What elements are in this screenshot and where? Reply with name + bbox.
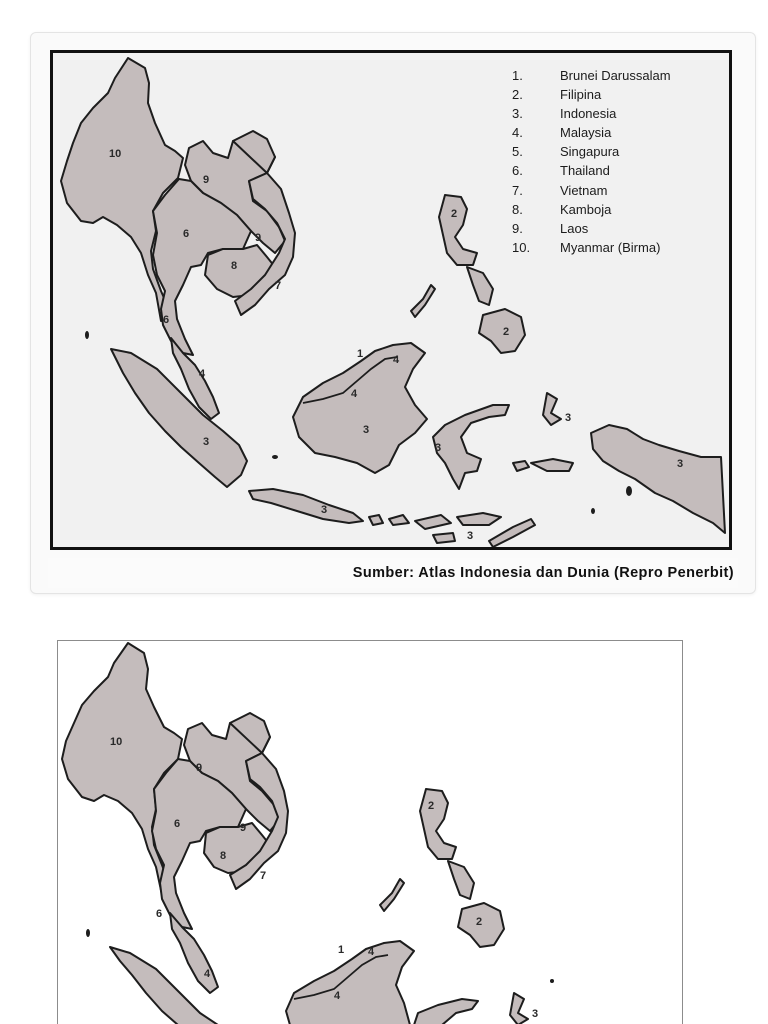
label-thailand: 6 <box>174 818 181 830</box>
label-myanmar: 10 <box>110 736 123 748</box>
label-laos-north: 9 <box>196 762 203 774</box>
label-kalimantan: 3 <box>363 424 370 436</box>
visayas-shape <box>448 861 474 899</box>
sumbawa-shape <box>415 515 451 529</box>
legend-item <box>512 161 671 180</box>
label-mindanao: 2 <box>503 326 510 338</box>
buru-shape <box>513 461 529 471</box>
label-maluku: 3 <box>532 1008 539 1020</box>
legend-item <box>512 142 671 161</box>
small-island-a <box>272 455 278 459</box>
malay-peninsula-shape <box>170 913 218 993</box>
legend-item <box>512 181 671 200</box>
visayas-shape <box>467 267 493 305</box>
timor-shape <box>489 519 535 547</box>
palawan-shape <box>411 285 435 317</box>
legend-country: Singapura <box>560 144 620 160</box>
legend-country: Myanmar (Birma) <box>560 239 661 255</box>
legend-number: 9. <box>512 220 523 236</box>
legend-number: 7. <box>512 182 523 198</box>
label-sabah: 4 <box>393 354 400 366</box>
legend-country: Brunei Darussalam <box>560 68 671 83</box>
sulawesi-partial-shape <box>414 999 478 1024</box>
andaman-island <box>86 929 90 937</box>
legend-number: 2. <box>512 87 523 103</box>
legend-country: Kamboja <box>560 201 612 217</box>
small-island-c <box>591 508 595 514</box>
borneo-shape <box>286 941 414 1024</box>
label-java: 3 <box>321 504 328 516</box>
seram-shape <box>531 459 573 471</box>
label-brunei: 1 <box>357 348 364 360</box>
label-malaysia-peninsula: 4 <box>199 368 206 380</box>
label-vietnam: 7 <box>260 870 267 882</box>
label-mindanao: 2 <box>476 916 483 928</box>
luzon-shape <box>420 789 456 859</box>
halmahera-shape <box>543 393 561 425</box>
map-source-caption: Sumber: Atlas Indonesia dan Dunia (Repro Penerbit) <box>48 558 738 588</box>
sumatra-shape <box>111 349 247 487</box>
label-thailand: 6 <box>183 228 190 240</box>
label-sarawak: 4 <box>351 388 358 400</box>
luzon-shape <box>439 195 477 265</box>
legend-country: Vietnam <box>560 182 608 198</box>
legend-item <box>512 66 671 85</box>
map2-svg <box>58 641 683 1024</box>
lombok-shape <box>389 515 409 525</box>
legend-country: Indonesia <box>560 106 617 122</box>
andaman-island <box>85 331 89 339</box>
flores-shape <box>457 513 501 525</box>
small-island-a <box>550 979 554 983</box>
legend-country: Malaysia <box>560 125 612 141</box>
label-brunei: 1 <box>338 944 345 956</box>
legend-number: 1. <box>512 68 523 83</box>
legend-number: 10. <box>512 239 531 255</box>
label-laos-south: 9 <box>255 232 262 244</box>
sumba-shape <box>433 533 455 543</box>
legend-number: 4. <box>512 125 523 141</box>
label-cambodia: 8 <box>220 850 227 862</box>
label-luzon: 2 <box>428 800 435 812</box>
label-thailand-south: 6 <box>163 314 170 326</box>
label-sulawesi: 3 <box>435 442 442 454</box>
legend-item <box>512 200 671 219</box>
legend-item <box>512 104 671 123</box>
java-shape <box>249 489 363 523</box>
label-malaysia-peninsula: 4 <box>204 968 211 980</box>
legend-item <box>512 238 671 257</box>
label-sabah: 4 <box>368 946 375 958</box>
legend-number: 6. <box>512 163 523 179</box>
label-cambodia: 8 <box>231 260 238 272</box>
legend-country: Laos <box>560 220 589 236</box>
label-thailand-south: 6 <box>156 908 163 920</box>
legend-number: 8. <box>512 201 523 217</box>
label-vietnam: 7 <box>275 280 282 292</box>
sulawesi-shape <box>433 405 509 489</box>
legend-item <box>512 123 671 142</box>
borneo-shape <box>293 343 427 473</box>
label-luzon: 2 <box>451 208 458 220</box>
mindanao-shape <box>479 309 525 353</box>
label-laos-north: 9 <box>203 174 210 186</box>
palawan-shape <box>380 879 404 911</box>
legend-country: Filipina <box>560 87 602 103</box>
label-maluku: 3 <box>565 412 572 424</box>
legend-country: Thailand <box>560 163 610 179</box>
legend-number: 5. <box>512 144 523 160</box>
label-papua: 3 <box>677 458 684 470</box>
label-laos-south: 9 <box>240 822 247 834</box>
southeast-asia-map-cropped <box>57 640 683 1024</box>
legend-number: 3. <box>512 106 523 122</box>
legend-item <box>512 85 671 104</box>
bali-shape <box>369 515 383 525</box>
label-myanmar: 10 <box>109 148 122 160</box>
map-legend <box>512 66 671 257</box>
halmahera-shape <box>510 993 528 1024</box>
label-nusa-tenggara: 3 <box>467 530 474 542</box>
legend-item <box>512 219 671 238</box>
papua-shape <box>591 425 725 533</box>
label-sarawak: 4 <box>334 990 341 1002</box>
label-sumatra: 3 <box>203 436 210 448</box>
small-island-b <box>626 486 632 496</box>
